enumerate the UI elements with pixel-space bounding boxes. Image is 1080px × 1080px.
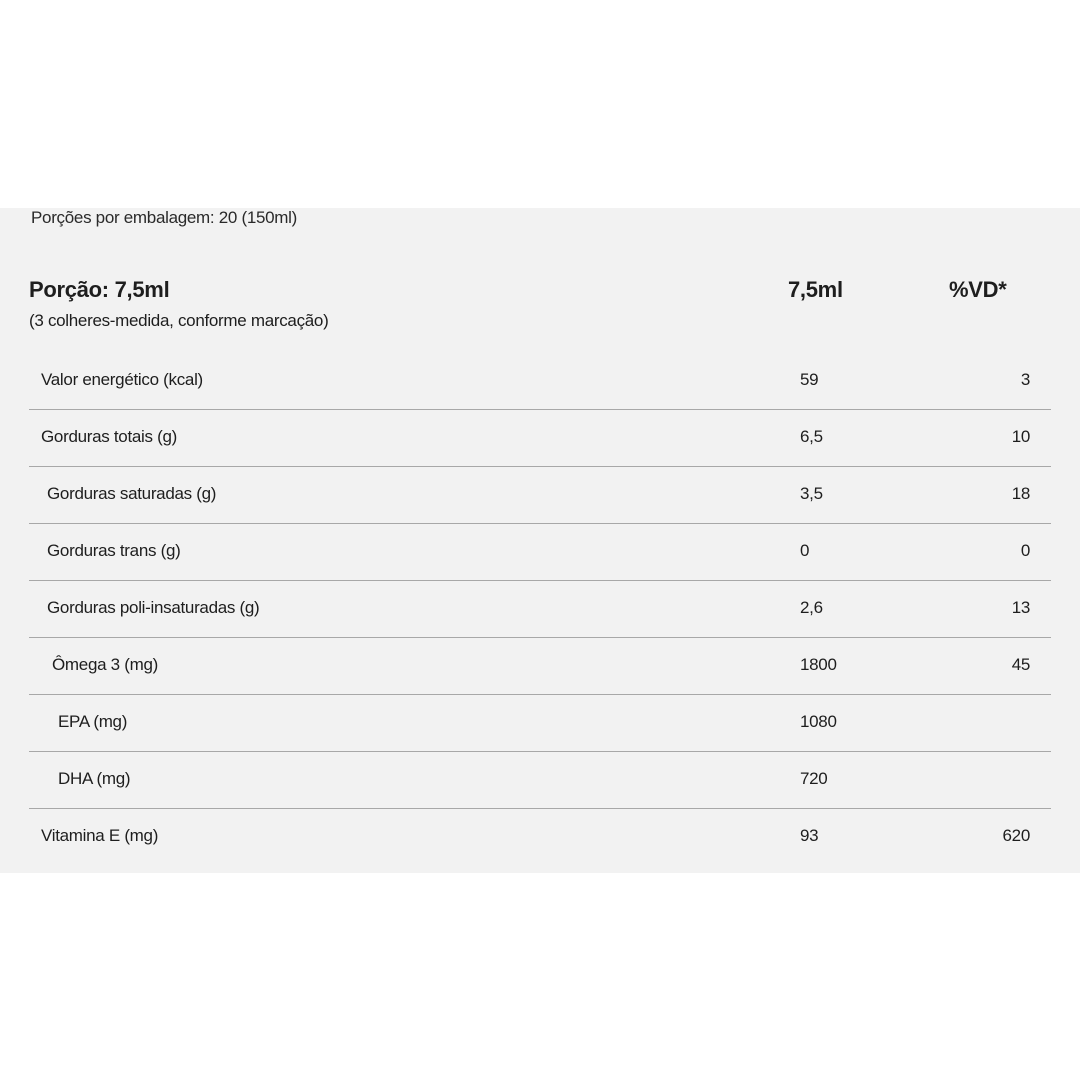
- nutrition-table: [29, 353, 1051, 865]
- nutrient-name: Gorduras saturadas (g): [47, 484, 217, 503]
- table-row: [29, 410, 1051, 467]
- nutrient-vd: 0: [1020, 541, 1030, 560]
- nutrient-vd: 18: [1011, 484, 1030, 503]
- table-row: [29, 581, 1051, 638]
- nutrient-name: Gorduras totais (g): [41, 427, 178, 446]
- nutrient-amount: 0: [800, 541, 810, 560]
- nutrient-vd: 620: [1002, 826, 1030, 845]
- column-header-amount: 7,5ml: [788, 277, 843, 302]
- nutrient-name: EPA (mg): [58, 712, 128, 731]
- nutrient-amount: 720: [800, 769, 828, 788]
- nutrient-name: Valor energético (kcal): [41, 370, 203, 389]
- table-row: [29, 524, 1051, 581]
- servings-per-package: Porções por embalagem: 20 (150ml): [31, 208, 298, 227]
- nutrient-amount: 6,5: [800, 427, 823, 446]
- nutrition-facts-panel: [0, 208, 1080, 873]
- nutrient-amount: 2,6: [800, 598, 823, 617]
- nutrient-name: Ômega 3 (mg): [52, 655, 158, 674]
- nutrient-amount: 3,5: [800, 484, 823, 503]
- table-row: [29, 353, 1051, 410]
- table-row: [29, 752, 1051, 809]
- nutrient-amount: 59: [800, 370, 819, 389]
- table-row: [29, 467, 1051, 524]
- nutrient-amount: 1080: [800, 712, 837, 731]
- portion-subtitle: (3 colheres-medida, conforme marcação): [29, 311, 329, 330]
- nutrient-name: Gorduras poli-insaturadas (g): [47, 598, 260, 617]
- nutrient-name: DHA (mg): [58, 769, 131, 788]
- nutrient-name: Gorduras trans (g): [47, 541, 181, 560]
- nutrient-amount: 1800: [800, 655, 837, 674]
- column-header-vd: %VD*: [949, 277, 1007, 302]
- table-row: [29, 809, 1051, 865]
- nutrient-vd: 3: [1020, 370, 1030, 389]
- nutrient-amount: 93: [800, 826, 819, 845]
- nutrient-vd: 13: [1011, 598, 1030, 617]
- table-row: [29, 695, 1051, 752]
- portion-title: Porção: 7,5ml: [29, 277, 170, 302]
- table-row: [29, 638, 1051, 695]
- nutrient-vd: 10: [1011, 427, 1030, 446]
- nutrient-vd: 45: [1011, 655, 1030, 674]
- nutrient-name: Vitamina E (mg): [41, 826, 159, 845]
